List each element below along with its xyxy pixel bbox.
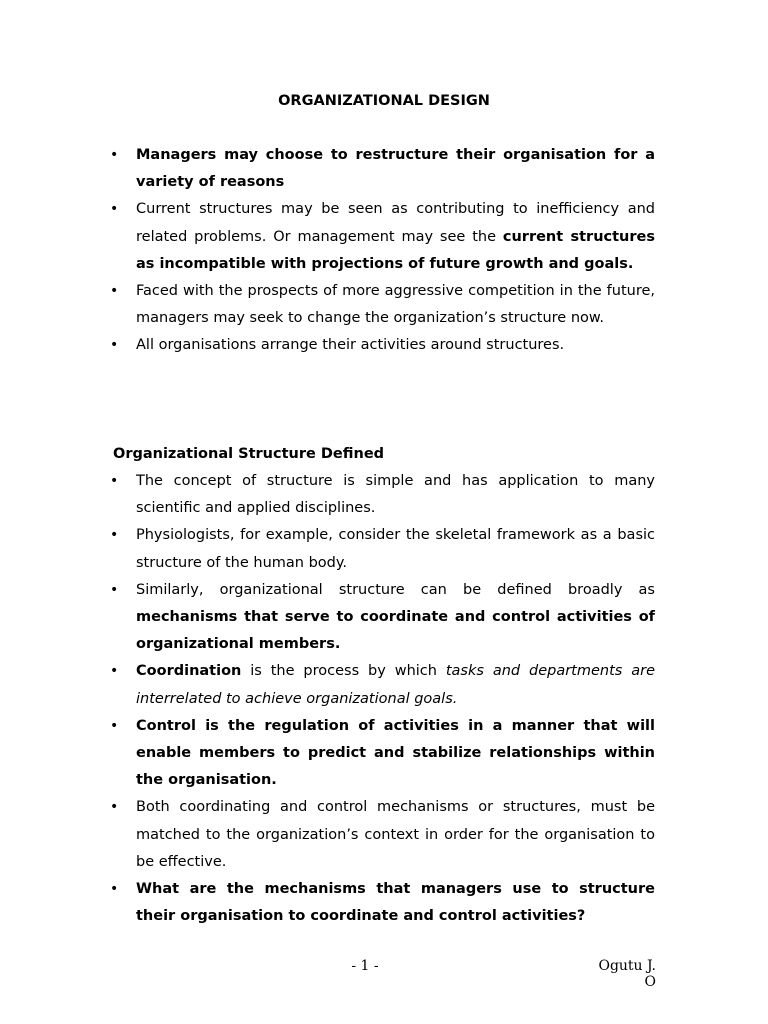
item-text: Both coordinating and control mechanisms or structures, must be matched to the organization’s context in order for the organisation to be effective. xyxy=(136,799,655,870)
item-bold-text: Control is the regulation of activities in a manner that will enable members to predict and stabilize relationships within the organisation. xyxy=(136,717,655,789)
reasons-bullet-list xyxy=(110,142,655,360)
bullet-icon: • xyxy=(110,527,119,544)
page-number: - 1 - xyxy=(351,958,379,974)
item-text: is the process by which xyxy=(241,663,446,680)
item-bold-text: Coordination xyxy=(136,663,242,680)
item-text: Faced with the prospects of more aggressive competition in the future, managers may seek to change the organization’s structure now. xyxy=(136,283,655,327)
list-item xyxy=(110,196,655,278)
list-item xyxy=(110,658,655,712)
bullet-icon: • xyxy=(110,581,119,598)
bullet-icon: • xyxy=(110,283,119,300)
bullet-icon: • xyxy=(110,717,119,734)
list-item xyxy=(110,278,655,332)
item-bold-text: Managers may choose to restructure their organisation for a variety of reasons xyxy=(136,147,655,191)
list-item xyxy=(110,142,655,196)
item-text: Physiologists, for example, consider the skeletal framework as a basic structure of the human body. xyxy=(136,527,655,571)
item-text: Similarly, organizational structure can be defined broadly as xyxy=(136,581,655,598)
item-text: Current structures may be seen as contributing to inefficiency and related problems. Or management may see the xyxy=(136,201,655,245)
definition-bullet-list xyxy=(110,468,655,930)
list-item xyxy=(110,468,655,522)
list-item xyxy=(110,332,655,359)
bullet-icon: • xyxy=(110,881,119,898)
item-text: All organisations arrange their activities around structures. xyxy=(136,337,565,354)
item-text: The concept of structure is simple and has application to many scientific and applied disciplines. xyxy=(136,473,655,517)
list-item xyxy=(110,713,655,795)
bullet-icon: • xyxy=(110,799,119,816)
list-item xyxy=(110,522,655,576)
list-item xyxy=(110,876,655,930)
bullet-icon: • xyxy=(110,473,119,489)
item-bold-text: current structures as incompatible with projections of future growth and goals. xyxy=(136,228,655,272)
bullet-icon: • xyxy=(110,337,119,354)
bullet-icon: • xyxy=(110,201,119,218)
bullet-icon: • xyxy=(110,147,119,163)
item-italic-text: tasks and departments are interrelated to achieve organizational goals. xyxy=(136,663,656,707)
list-item xyxy=(110,794,655,876)
section-heading: Organizational Structure Defined xyxy=(113,446,385,462)
list-item xyxy=(110,577,655,659)
item-bold-text: mechanisms that serve to coordinate and control activities of organizational members. xyxy=(136,609,655,653)
bullet-icon: • xyxy=(110,663,119,680)
item-bold-text: What are the mechanisms that managers use to structure their organisation to coordinate and control activities? xyxy=(136,881,655,925)
document-title: ORGANIZATIONAL DESIGN xyxy=(278,93,490,109)
footer-author: Ogutu J. O xyxy=(598,958,656,990)
